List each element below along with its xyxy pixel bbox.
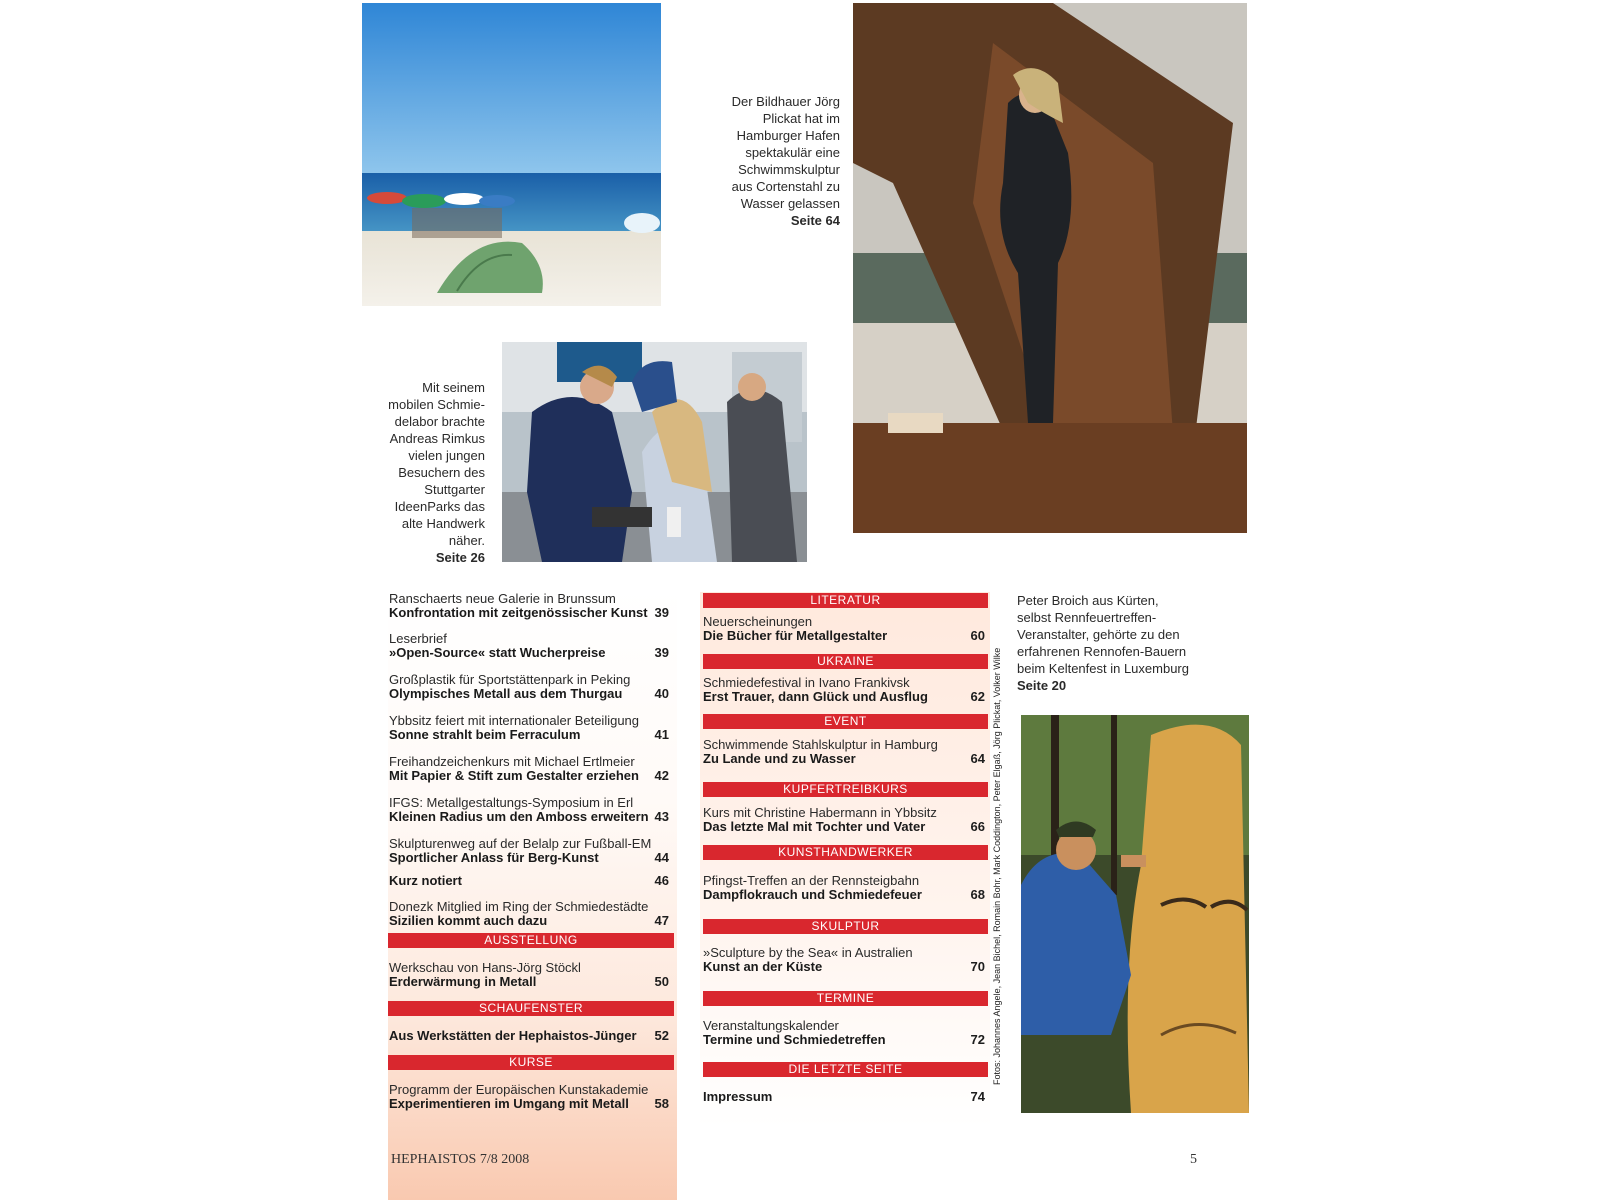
section-header-kurse: KURSE (388, 1055, 674, 1070)
caption-line: Schwimmskulptur (738, 162, 840, 177)
caption-line: IdeenParks das (394, 499, 485, 514)
toc-entry[interactable] (389, 1029, 669, 1043)
toc-title: Erst Trauer, dann Glück und Ausflug (703, 689, 928, 704)
caption-line: vielen jungen (408, 448, 485, 463)
caption-page-ref: Seite 20 (1017, 678, 1067, 693)
caption-line: alte Handwerk (401, 516, 485, 531)
toc-kicker: »Sculpture by the Sea« in Australien (703, 945, 913, 960)
toc-title: Kleinen Radius um den Amboss erweitern (389, 809, 649, 824)
caption-line: Veranstalter, gehörte zu den (1017, 627, 1180, 642)
toc-entry[interactable] (703, 874, 985, 902)
caption-line: Wasser gelassen (740, 196, 840, 211)
toc-kicker: Donezk Mitglied im Ring der Schmiedestädte (389, 899, 649, 914)
toc-kicker: Kurs mit Christine Habermann in Ybbsitz (703, 805, 937, 820)
toc-title: Experimentieren im Umgang mit Metall (389, 1096, 629, 1111)
toc-kicker: Schwimmende Stahlskulptur in Hamburg (703, 737, 938, 752)
toc-kicker: Pfingst-Treffen an der Rennsteigbahn (703, 873, 920, 888)
toc-title: Kurz notiert (389, 873, 462, 888)
section-header-kupfertreibkurs: KUPFERTREIBKURS (703, 782, 988, 797)
toc-page-number: 66 (970, 819, 985, 834)
toc-kicker: Schmiedefestival in Ivano Frankivsk (703, 675, 910, 690)
toc-kicker: Programm der Europäischen Kunstakademie (389, 1082, 649, 1097)
toc-kicker: Leserbrief (389, 631, 447, 646)
toc-title: Kunst an der Küste (703, 959, 823, 974)
toc-title: Sportlicher Anlass für Berg-Kunst (389, 850, 599, 865)
caption-line: Hamburger Hafen (736, 128, 840, 143)
caption-page-ref: Seite 64 (790, 213, 840, 228)
toc-page-number: 70 (970, 959, 985, 974)
section-header-literatur: LITERATUR (703, 593, 988, 608)
toc-kicker: IFGS: Metallgestaltungs-Symposium in Erl (389, 795, 634, 810)
toc-kicker: Ranschaerts neue Galerie in Brunssum (389, 591, 616, 606)
caption-line: selbst Rennfeuertreffen- (1017, 610, 1157, 625)
toc-page-number: 44 (654, 850, 669, 865)
section-header-event: EVENT (703, 714, 988, 729)
caption-line: spektakulär eine (745, 145, 840, 160)
toc-page-number: 72 (970, 1032, 985, 1047)
caption-broich (1017, 592, 1237, 694)
toc-entry[interactable] (703, 806, 985, 834)
toc-entry[interactable] (389, 714, 669, 742)
toc-page-number: 58 (654, 1096, 669, 1111)
toc-page-number: 50 (654, 974, 669, 989)
sculptor-photo (853, 3, 1247, 533)
toc-kicker: Großplastik für Sportstättenpark in Peking (389, 672, 631, 687)
section-header-schaufenster: SCHAUFENSTER (388, 1001, 674, 1016)
caption-line: näher. (448, 533, 485, 548)
toc-kicker: Ybbsitz feiert mit internationaler Beteiligung (389, 713, 640, 728)
caption-line: Peter Broich aus Kürten, (1017, 593, 1159, 608)
toc-page-number: 62 (970, 689, 985, 704)
toc-title: Mit Papier & Stift zum Gestalter erziehen (389, 768, 639, 783)
toc-page-number: 46 (654, 873, 669, 888)
toc-entry[interactable] (703, 1019, 985, 1047)
toc-kicker: Freihandzeichenkurs mit Michael Ertlmeier (389, 754, 635, 769)
caption-line: erfahrenen Rennofen-Bauern (1017, 644, 1187, 659)
section-header-ukraine: UKRAINE (703, 654, 988, 669)
magazine-issue: HEPHAISTOS 7/8 2008 (391, 1152, 530, 1167)
toc-title: Erderwärmung in Metall (389, 974, 537, 989)
toc-page-number: 60 (970, 628, 985, 643)
toc-entry[interactable] (389, 961, 669, 989)
toc-entry[interactable] (703, 738, 985, 766)
caption-rimkus (355, 379, 485, 566)
section-header-skulptur: SKULPTUR (703, 919, 988, 934)
toc-entry[interactable] (703, 676, 985, 704)
toc-title: Die Bücher für Metallgestalter (703, 628, 888, 643)
toc-page-number: 47 (654, 913, 669, 928)
toc-title: Sizilien kommt auch dazu (389, 913, 548, 928)
toc-entry[interactable] (389, 592, 669, 620)
page-number: 5 (1190, 1152, 1197, 1167)
caption-line: beim Keltenfest in Luxemburg (1017, 661, 1189, 676)
toc-title: Konfrontation mit zeitgenössischer Kunst (389, 605, 648, 620)
caption-line: Besuchern des (398, 465, 485, 480)
toc-page-number: 39 (654, 605, 669, 620)
toc-page-number: 68 (970, 887, 985, 902)
caption-line: Andreas Rimkus (389, 431, 485, 446)
toc-kicker: Veranstaltungskalender (703, 1018, 839, 1033)
caption-page-ref: Seite 26 (435, 550, 485, 565)
toc-entry[interactable] (389, 796, 669, 824)
toc-entry[interactable] (703, 1090, 985, 1104)
toc-title: Olympisches Metall aus dem Thurgau (389, 686, 623, 701)
toc-title: Zu Lande und zu Wasser (703, 751, 856, 766)
toc-entry[interactable] (389, 900, 669, 928)
toc-title: Sonne strahlt beim Ferraculum (389, 727, 581, 742)
photo-credit: Fotos: Johannes Angele, Jean Bichel, Romain Bohr, Mark Coddington, Peter Elgaß, Jörg Plickat, Volker Wilke (992, 647, 1002, 1085)
caption-line: Stuttgarter (424, 482, 485, 497)
toc-page-number: 40 (654, 686, 669, 701)
toc-right-background (700, 592, 990, 1128)
toc-entry[interactable] (703, 615, 985, 643)
toc-page-number: 74 (970, 1089, 985, 1104)
toc-kicker: Neuerscheinungen (703, 614, 813, 629)
section-header-kunsthandwerker: KUNSTHANDWERKER (703, 845, 988, 860)
toc-title: Das letzte Mal mit Tochter und Vater (703, 819, 926, 834)
caption-line: Der Bildhauer Jörg (731, 94, 840, 109)
toc-entry[interactable] (389, 755, 669, 783)
caption-line: aus Cortenstahl zu (731, 179, 840, 194)
toc-entry[interactable] (389, 1083, 669, 1111)
toc-title: Dampflokrauch und Schmiedefeuer (703, 887, 922, 902)
toc-kicker: Werkschau von Hans-Jörg Stöckl (389, 960, 581, 975)
toc-entry[interactable] (389, 837, 669, 865)
toc-page-number: 41 (654, 727, 669, 742)
wood-sculpture-photo (1021, 715, 1249, 1113)
toc-entry[interactable] (703, 946, 985, 974)
caption-line: mobilen Schmie- (388, 397, 485, 412)
section-header-die-letzte-seite: DIE LETZTE SEITE (703, 1062, 988, 1077)
toc-entry[interactable] (389, 632, 669, 660)
toc-page-number: 43 (654, 809, 669, 824)
toc-page-number: 64 (970, 751, 985, 766)
toc-title: Impressum (703, 1089, 773, 1104)
toc-title: »Open-Source« statt Wucherpreise (389, 645, 606, 660)
caption-line: Mit seinem (422, 380, 485, 395)
toc-title: Termine und Schmiedetreffen (703, 1032, 886, 1047)
section-header-ausstellung: AUSSTELLUNG (388, 933, 674, 948)
toc-kicker: Skulpturenweg auf der Belalp zur Fußball-EM (389, 836, 652, 851)
caption-line: delabor brachte (394, 414, 485, 429)
section-header-termine: TERMINE (703, 991, 988, 1006)
toc-title: Aus Werkstätten der Hephaistos-Jünger (389, 1028, 637, 1043)
toc-page-number: 39 (654, 645, 669, 660)
toc-page-number: 42 (654, 768, 669, 783)
toc-entry[interactable] (389, 673, 669, 701)
beach-photo (362, 3, 661, 306)
toc-page-number: 52 (654, 1028, 669, 1043)
forge-lab-photo (502, 342, 807, 562)
toc-entry[interactable] (389, 874, 669, 888)
caption-line: Plickat hat im (762, 111, 840, 126)
caption-plickat (670, 93, 840, 229)
